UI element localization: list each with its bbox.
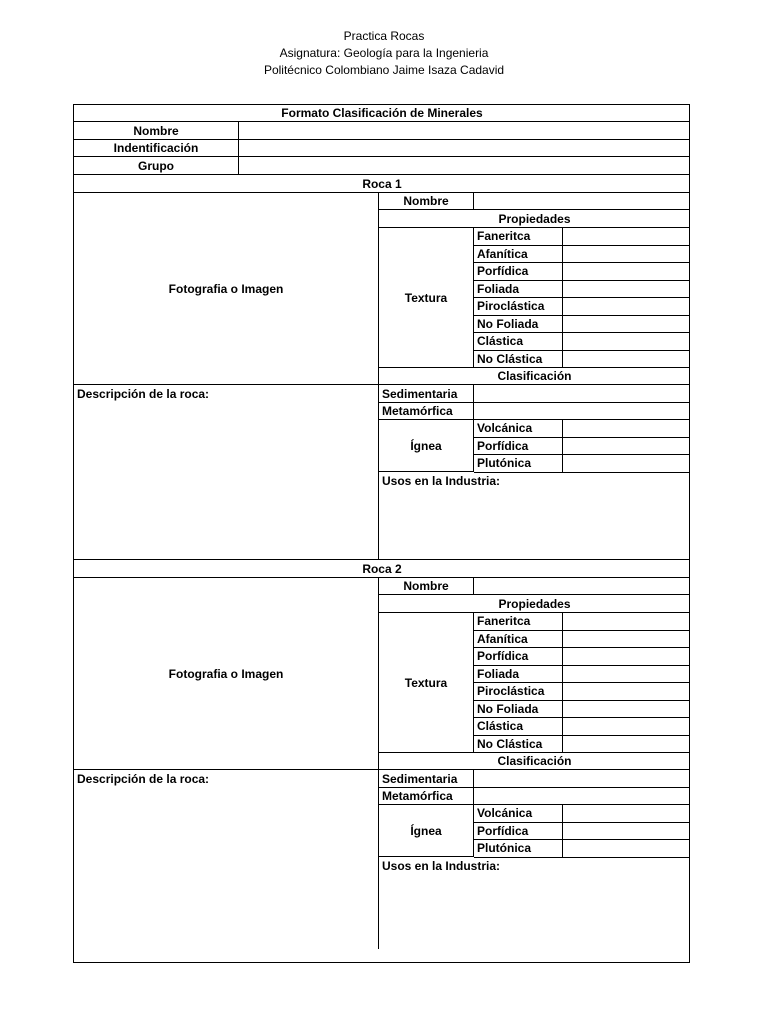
texture-option-value[interactable] xyxy=(563,683,690,701)
document-header xyxy=(0,28,768,79)
igneous-option-label: Porfídica xyxy=(474,438,563,456)
form-field-value[interactable] xyxy=(239,122,690,140)
texture-option-label: Foliada xyxy=(474,666,563,684)
texture-option-value[interactable] xyxy=(563,736,690,754)
texture-option-value[interactable] xyxy=(563,246,690,264)
igneous-option-value[interactable] xyxy=(563,420,690,438)
texture-option-label: No Clástica xyxy=(474,351,563,369)
rock-photo-area[interactable]: Fotografia o Imagen xyxy=(74,578,379,770)
form-field-value[interactable] xyxy=(239,140,690,157)
form-field-label: Grupo xyxy=(74,157,239,175)
header-line-title: Practica Rocas xyxy=(343,29,425,43)
texture-option-value[interactable] xyxy=(563,718,690,736)
texture-option-value[interactable] xyxy=(563,701,690,719)
form-field-value[interactable] xyxy=(239,157,690,175)
rock-section-title: Roca 2 xyxy=(74,560,690,578)
texture-option-label: No Foliada xyxy=(474,316,563,334)
industry-uses-area[interactable]: Usos en la Industria: xyxy=(382,859,501,873)
texture-option-value[interactable] xyxy=(563,281,690,299)
form-field-label: Indentificación xyxy=(74,140,239,157)
texture-option-label: Faneritca xyxy=(474,613,563,631)
texture-option-value[interactable] xyxy=(563,613,690,631)
classification-heading: Clasificación xyxy=(379,368,690,385)
igneous-option-label: Volcánica xyxy=(474,805,563,823)
rock-name-label: Nombre xyxy=(379,193,474,210)
metamorphic-value[interactable] xyxy=(474,403,690,420)
igneous-option-label: Plutónica xyxy=(474,840,563,858)
texture-option-value[interactable] xyxy=(563,316,690,334)
texture-option-value[interactable] xyxy=(563,263,690,281)
classification-form xyxy=(73,104,690,963)
texture-label: Textura xyxy=(379,228,474,368)
igneous-option-value[interactable] xyxy=(563,823,690,841)
texture-option-label: Piroclástica xyxy=(474,298,563,316)
texture-option-label: Clástica xyxy=(474,718,563,736)
sedimentary-value[interactable] xyxy=(474,770,690,788)
metamorphic-label: Metamórfica xyxy=(379,788,474,805)
igneous-option-value[interactable] xyxy=(563,455,690,473)
texture-option-value[interactable] xyxy=(563,333,690,351)
rock-name-value[interactable] xyxy=(474,193,690,210)
classification-heading: Clasificación xyxy=(379,753,690,770)
properties-heading: Propiedades xyxy=(379,595,690,613)
texture-option-value[interactable] xyxy=(563,631,690,649)
texture-option-label: Afanítica xyxy=(474,631,563,649)
igneous-label: Ígnea xyxy=(379,420,474,472)
texture-option-value[interactable] xyxy=(563,228,690,246)
properties-heading: Propiedades xyxy=(379,210,690,228)
texture-option-label: Faneritca xyxy=(474,228,563,246)
industry-uses-area[interactable]: Usos en la Industria: xyxy=(379,472,690,560)
texture-option-value[interactable] xyxy=(563,298,690,316)
form-field-label: Nombre xyxy=(74,122,239,140)
rock-section-title: Roca 1 xyxy=(74,175,690,193)
igneous-option-value[interactable] xyxy=(563,805,690,823)
sedimentary-label: Sedimentaria xyxy=(379,770,474,788)
texture-option-label: Piroclástica xyxy=(474,683,563,701)
rock-description-area[interactable]: Descripción de la roca: xyxy=(74,770,379,949)
igneous-option-label: Volcánica xyxy=(474,420,563,438)
igneous-option-value[interactable] xyxy=(563,438,690,456)
rock-photo-area[interactable]: Fotografia o Imagen xyxy=(74,193,379,385)
metamorphic-label: Metamórfica xyxy=(379,403,474,420)
texture-label: Textura xyxy=(379,613,474,753)
texture-option-label: Porfídica xyxy=(474,263,563,281)
rock-name-value[interactable] xyxy=(474,578,690,595)
igneous-label: Ígnea xyxy=(379,805,474,857)
texture-option-label: No Clástica xyxy=(474,736,563,754)
texture-option-label: Foliada xyxy=(474,281,563,299)
metamorphic-value[interactable] xyxy=(474,788,690,805)
texture-option-label: Afanítica xyxy=(474,246,563,264)
texture-option-label: Porfídica xyxy=(474,648,563,666)
sedimentary-label: Sedimentaria xyxy=(379,385,474,403)
texture-option-value[interactable] xyxy=(563,648,690,666)
igneous-option-value[interactable] xyxy=(563,840,690,858)
rock-description-area[interactable]: Descripción de la roca: xyxy=(74,385,379,560)
igneous-option-label: Porfídica xyxy=(474,823,563,841)
sedimentary-value[interactable] xyxy=(474,385,690,403)
igneous-option-label: Plutónica xyxy=(474,455,563,473)
header-line-subject: Asignatura: Geología para la Ingenieria xyxy=(279,46,489,60)
texture-option-value[interactable] xyxy=(563,351,690,369)
rock-name-label: Nombre xyxy=(379,578,474,595)
header-line-institution: Politécnico Colombiano Jaime Isaza Cadavid xyxy=(263,63,505,77)
texture-option-value[interactable] xyxy=(563,666,690,684)
form-title: Formato Clasificación de Minerales xyxy=(74,105,690,122)
texture-option-label: Clástica xyxy=(474,333,563,351)
texture-option-label: No Foliada xyxy=(474,701,563,719)
